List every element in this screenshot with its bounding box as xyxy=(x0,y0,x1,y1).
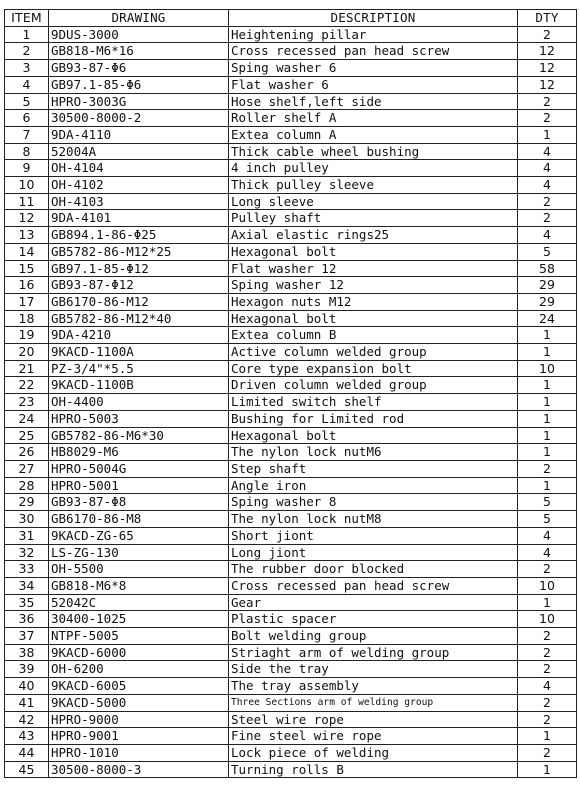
qty-cell: 2 xyxy=(518,210,577,227)
table-row xyxy=(5,460,577,477)
item-cell: 30 xyxy=(5,511,49,528)
table-row xyxy=(5,76,577,93)
qty-cell: 2 xyxy=(518,711,577,728)
description-cell: Roller shelf A xyxy=(229,110,518,127)
table-row xyxy=(5,444,577,461)
description-cell: Angle iron xyxy=(229,477,518,494)
drawing-cell: GB5782-86-M12*25 xyxy=(49,243,229,260)
description-cell: Turning rolls B xyxy=(229,761,518,778)
description-cell: The nylon lock nutM8 xyxy=(229,511,518,528)
drawing-cell: HPRO-1010 xyxy=(49,744,229,761)
qty-cell: 1 xyxy=(518,477,577,494)
qty-cell: 10 xyxy=(518,577,577,594)
qty-cell: 12 xyxy=(518,60,577,77)
description-cell: The tray assembly xyxy=(229,678,518,695)
qty-cell: 2 xyxy=(518,93,577,110)
header-item: ITEM xyxy=(5,10,49,27)
drawing-cell: 9DA-4210 xyxy=(49,327,229,344)
item-cell: 7 xyxy=(5,126,49,143)
qty-cell: 12 xyxy=(518,43,577,60)
description-cell: Sping washer 6 xyxy=(229,60,518,77)
description-cell: Hexagon nuts M12 xyxy=(229,293,518,310)
description-cell: Hose shelf,left side xyxy=(229,93,518,110)
drawing-cell: 9KACD-ZG-65 xyxy=(49,527,229,544)
drawing-cell: HB8029-M6 xyxy=(49,444,229,461)
description-cell: The nylon lock nutM6 xyxy=(229,444,518,461)
drawing-cell: 30500-8000-2 xyxy=(49,110,229,127)
table-row xyxy=(5,694,577,711)
table-row xyxy=(5,661,577,678)
item-cell: 34 xyxy=(5,577,49,594)
description-cell: Cross recessed pan head screw xyxy=(229,577,518,594)
item-cell: 43 xyxy=(5,728,49,745)
item-cell: 15 xyxy=(5,260,49,277)
qty-cell: 2 xyxy=(518,644,577,661)
qty-cell: 1 xyxy=(518,444,577,461)
qty-cell: 4 xyxy=(518,678,577,695)
table-row xyxy=(5,344,577,361)
item-cell: 25 xyxy=(5,427,49,444)
qty-cell: 1 xyxy=(518,327,577,344)
item-cell: 11 xyxy=(5,193,49,210)
drawing-cell: 52004A xyxy=(49,143,229,160)
table-row xyxy=(5,577,577,594)
description-cell: Striaght arm of welding group xyxy=(229,644,518,661)
qty-cell: 2 xyxy=(518,628,577,645)
qty-cell: 1 xyxy=(518,394,577,411)
drawing-cell: 9KACD-1100A xyxy=(49,344,229,361)
table-row xyxy=(5,527,577,544)
drawing-cell: PZ-3/4"*5.5 xyxy=(49,360,229,377)
qty-cell: 4 xyxy=(518,143,577,160)
item-cell: 35 xyxy=(5,594,49,611)
drawing-cell: GB6170-86-M12 xyxy=(49,293,229,310)
item-cell: 33 xyxy=(5,561,49,578)
description-cell: Driven column welded group xyxy=(229,377,518,394)
drawing-cell: GB97.1-85-Φ12 xyxy=(49,260,229,277)
description-cell: Hexagonal bolt xyxy=(229,427,518,444)
table-row xyxy=(5,711,577,728)
description-cell: Long jiont xyxy=(229,544,518,561)
drawing-cell: OH-5500 xyxy=(49,561,229,578)
item-cell: 3 xyxy=(5,60,49,77)
item-cell: 12 xyxy=(5,210,49,227)
table-row xyxy=(5,93,577,110)
qty-cell: 4 xyxy=(518,227,577,244)
drawing-cell: 9KACD-1100B xyxy=(49,377,229,394)
item-cell: 29 xyxy=(5,494,49,511)
table-row xyxy=(5,394,577,411)
qty-cell: 2 xyxy=(518,460,577,477)
item-cell: 23 xyxy=(5,394,49,411)
qty-cell: 1 xyxy=(518,410,577,427)
description-cell: Thick cable wheel bushing xyxy=(229,143,518,160)
item-cell: 20 xyxy=(5,344,49,361)
item-cell: 27 xyxy=(5,460,49,477)
description-cell: Gear xyxy=(229,594,518,611)
table-row xyxy=(5,110,577,127)
description-cell: Pulley shaft xyxy=(229,210,518,227)
description-cell: Long sleeve xyxy=(229,193,518,210)
drawing-cell: 9DUS-3000 xyxy=(49,26,229,43)
table-row xyxy=(5,277,577,294)
qty-cell: 1 xyxy=(518,594,577,611)
item-cell: 6 xyxy=(5,110,49,127)
drawing-cell: HPRO-5004G xyxy=(49,460,229,477)
item-cell: 26 xyxy=(5,444,49,461)
item-cell: 22 xyxy=(5,377,49,394)
description-cell: Bushing for Limited rod xyxy=(229,410,518,427)
table-row xyxy=(5,761,577,778)
description-cell: Sping washer 12 xyxy=(229,277,518,294)
drawing-cell: 9DA-4110 xyxy=(49,126,229,143)
qty-cell: 1 xyxy=(518,761,577,778)
drawing-cell: LS-ZG-130 xyxy=(49,544,229,561)
header-drawing: DRAWING xyxy=(49,10,229,27)
parts-table xyxy=(4,9,577,778)
table-row xyxy=(5,410,577,427)
description-cell: Thick pulley sleeve xyxy=(229,177,518,194)
table-row xyxy=(5,744,577,761)
item-cell: 41 xyxy=(5,694,49,711)
qty-cell: 1 xyxy=(518,377,577,394)
drawing-cell: 9KACD-6000 xyxy=(49,644,229,661)
qty-cell: 1 xyxy=(518,344,577,361)
drawing-cell: OH-4400 xyxy=(49,394,229,411)
qty-cell: 4 xyxy=(518,544,577,561)
description-cell: Fine steel wire rope xyxy=(229,728,518,745)
item-cell: 19 xyxy=(5,327,49,344)
description-cell: Steel wire rope xyxy=(229,711,518,728)
item-cell: 13 xyxy=(5,227,49,244)
table-row xyxy=(5,561,577,578)
drawing-cell: OH-4104 xyxy=(49,160,229,177)
item-cell: 24 xyxy=(5,410,49,427)
description-cell: Core type expansion bolt xyxy=(229,360,518,377)
description-cell: Hexagonal bolt xyxy=(229,243,518,260)
qty-cell: 12 xyxy=(518,76,577,93)
description-cell: Short jiont xyxy=(229,527,518,544)
qty-cell: 2 xyxy=(518,110,577,127)
item-cell: 5 xyxy=(5,93,49,110)
qty-cell: 29 xyxy=(518,277,577,294)
table-body xyxy=(5,26,577,778)
description-cell: Lock piece of welding xyxy=(229,744,518,761)
item-cell: 38 xyxy=(5,644,49,661)
description-cell: Heightening pillar xyxy=(229,26,518,43)
table-row xyxy=(5,644,577,661)
table-row xyxy=(5,193,577,210)
description-cell: Side the tray xyxy=(229,661,518,678)
item-cell: 40 xyxy=(5,678,49,695)
qty-cell: 4 xyxy=(518,160,577,177)
table-row xyxy=(5,628,577,645)
table-row xyxy=(5,427,577,444)
qty-cell: 4 xyxy=(518,527,577,544)
item-cell: 31 xyxy=(5,527,49,544)
item-cell: 10 xyxy=(5,177,49,194)
drawing-cell: 9KACD-5000 xyxy=(49,694,229,711)
table-row xyxy=(5,511,577,528)
description-cell: 4 inch pulley xyxy=(229,160,518,177)
qty-cell: 2 xyxy=(518,26,577,43)
drawing-cell: 30500-8000-3 xyxy=(49,761,229,778)
table-row xyxy=(5,143,577,160)
description-cell: Bolt welding group xyxy=(229,628,518,645)
item-cell: 14 xyxy=(5,243,49,260)
qty-cell: 1 xyxy=(518,427,577,444)
table-row xyxy=(5,494,577,511)
item-cell: 37 xyxy=(5,628,49,645)
item-cell: 28 xyxy=(5,477,49,494)
table-row xyxy=(5,594,577,611)
description-cell: Extea column B xyxy=(229,327,518,344)
item-cell: 45 xyxy=(5,761,49,778)
table-row xyxy=(5,26,577,43)
drawing-cell: 9DA-4101 xyxy=(49,210,229,227)
table-row xyxy=(5,160,577,177)
item-cell: 9 xyxy=(5,160,49,177)
drawing-cell: GB93-87-Φ12 xyxy=(49,277,229,294)
item-cell: 8 xyxy=(5,143,49,160)
qty-cell: 10 xyxy=(518,611,577,628)
table-row xyxy=(5,310,577,327)
qty-cell: 5 xyxy=(518,243,577,260)
qty-cell: 58 xyxy=(518,260,577,277)
qty-cell: 29 xyxy=(518,293,577,310)
qty-cell: 5 xyxy=(518,494,577,511)
drawing-cell: GB5782-86-M6*30 xyxy=(49,427,229,444)
table-row xyxy=(5,177,577,194)
table-row xyxy=(5,227,577,244)
table-row xyxy=(5,544,577,561)
drawing-cell: HPRO-5003 xyxy=(49,410,229,427)
qty-cell: 2 xyxy=(518,661,577,678)
description-cell: Plastic spacer xyxy=(229,611,518,628)
drawing-cell: GB93-87-Φ8 xyxy=(49,494,229,511)
qty-cell: 2 xyxy=(518,744,577,761)
description-cell: Three Sections arm of welding group xyxy=(229,694,518,711)
drawing-cell: GB93-87-Φ6 xyxy=(49,60,229,77)
table-row xyxy=(5,611,577,628)
description-cell: Axial elastic rings25 xyxy=(229,227,518,244)
drawing-cell: OH-4103 xyxy=(49,193,229,210)
drawing-cell: OH-4102 xyxy=(49,177,229,194)
table-row xyxy=(5,210,577,227)
drawing-cell: GB818-M6*8 xyxy=(49,577,229,594)
parts-list xyxy=(4,9,576,778)
description-cell: Flat washer 6 xyxy=(229,76,518,93)
qty-cell: 10 xyxy=(518,360,577,377)
table-row xyxy=(5,327,577,344)
item-cell: 36 xyxy=(5,611,49,628)
item-cell: 18 xyxy=(5,310,49,327)
qty-cell: 2 xyxy=(518,694,577,711)
drawing-cell: HPRO-9000 xyxy=(49,711,229,728)
drawing-cell: 9KACD-6005 xyxy=(49,678,229,695)
description-cell: Active column welded group xyxy=(229,344,518,361)
drawing-cell: HPRO-9001 xyxy=(49,728,229,745)
drawing-cell: HPRO-5001 xyxy=(49,477,229,494)
table-row xyxy=(5,43,577,60)
drawing-cell: 52042C xyxy=(49,594,229,611)
drawing-cell: GB6170-86-M8 xyxy=(49,511,229,528)
item-cell: 1 xyxy=(5,26,49,43)
table-row xyxy=(5,728,577,745)
table-row xyxy=(5,377,577,394)
drawing-cell: OH-6200 xyxy=(49,661,229,678)
item-cell: 4 xyxy=(5,76,49,93)
qty-cell: 1 xyxy=(518,126,577,143)
drawing-cell: 30400-1025 xyxy=(49,611,229,628)
header-row xyxy=(5,10,577,27)
drawing-cell: NTPF-5005 xyxy=(49,628,229,645)
description-cell: Limited switch shelf xyxy=(229,394,518,411)
table-row xyxy=(5,126,577,143)
qty-cell: 5 xyxy=(518,511,577,528)
drawing-cell: HPRO-3003G xyxy=(49,93,229,110)
description-cell: The rubber door blocked xyxy=(229,561,518,578)
qty-cell: 2 xyxy=(518,193,577,210)
drawing-cell: GB894.1-86-Φ25 xyxy=(49,227,229,244)
table-row xyxy=(5,60,577,77)
table-row xyxy=(5,293,577,310)
qty-cell: 1 xyxy=(518,728,577,745)
item-cell: 16 xyxy=(5,277,49,294)
table-row xyxy=(5,243,577,260)
table-row xyxy=(5,678,577,695)
drawing-cell: GB97.1-85-Φ6 xyxy=(49,76,229,93)
item-cell: 42 xyxy=(5,711,49,728)
qty-cell: 24 xyxy=(518,310,577,327)
table-row xyxy=(5,260,577,277)
item-cell: 2 xyxy=(5,43,49,60)
description-cell: Step shaft xyxy=(229,460,518,477)
description-cell: Extea column A xyxy=(229,126,518,143)
drawing-cell: GB818-M6*16 xyxy=(49,43,229,60)
item-cell: 17 xyxy=(5,293,49,310)
description-cell: Flat washer 12 xyxy=(229,260,518,277)
description-cell: Sping washer 8 xyxy=(229,494,518,511)
table-row xyxy=(5,360,577,377)
header-description: DESCRIPTION xyxy=(229,10,518,27)
table-row xyxy=(5,477,577,494)
header-qty: DTY xyxy=(518,10,577,27)
description-cell: Hexagonal bolt xyxy=(229,310,518,327)
qty-cell: 2 xyxy=(518,561,577,578)
drawing-cell: GB5782-86-M12*40 xyxy=(49,310,229,327)
description-cell: Cross recessed pan head screw xyxy=(229,43,518,60)
item-cell: 39 xyxy=(5,661,49,678)
qty-cell: 4 xyxy=(518,177,577,194)
item-cell: 21 xyxy=(5,360,49,377)
item-cell: 32 xyxy=(5,544,49,561)
item-cell: 44 xyxy=(5,744,49,761)
